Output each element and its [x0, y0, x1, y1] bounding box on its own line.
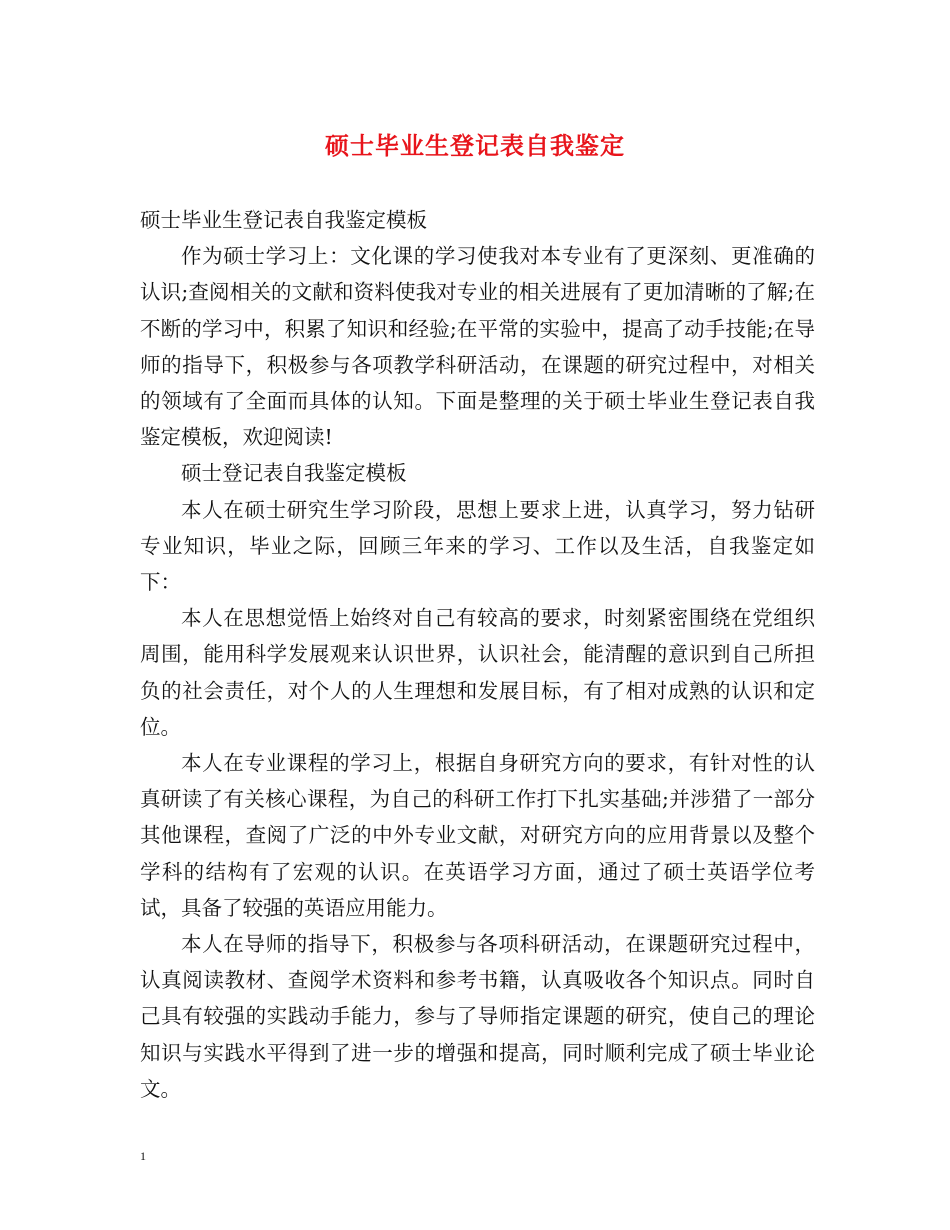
body-paragraph: 本人在专业课程的学习上，根据自身研究方向的要求，有针对性的认真研读了有关核心课程，为自己的科研工作打下扎实基础;并涉猎了一部分其他课程，查阅了广泛的中外专业文献，对研究方向的应用背景以及整个学科的结构有了宏观的认识。在英语学习方面，通过了硕士英语学位考试，具备了较强的英语应用能力。 — [140, 751, 815, 920]
body-paragraph: 本人在导师的指导下，积极参与各项科研活动，在课题研究过程中，认真阅读教材、查阅学术资料和参考书籍，认真吸收各个知识点。同时自己具有较强的实践动手能力，参与了导师指定课题的研究，使自己的理论知识与实践水平得到了进一步的增强和提高，同时顺利完成了硕士毕业论文。 — [140, 932, 815, 1101]
body-paragraph: 本人在思想觉悟上始终对自己有较高的要求，时刻紧密围绕在党组织周围，能用科学发展观来认识世界，认识社会，能清醒的意识到自己所担负的社会责任，对个人的人生理想和发展目标，有了相对成熟的认识和定位。 — [140, 606, 815, 739]
intro-paragraph: 作为硕士学习上：文化课的学习使我对本专业有了更深刻、更准确的认识;查阅相关的文献和资料使我对专业的相关进展有了更加清晰的了解;在不断的学习中，积累了知识和经验;在平常的实验中，提高了动手技能;在导师的指导下，积极参与各项教学科研活动，在课题的研究过程中，对相关的领域有了全面而具体的认知。下面是整理的关于硕士毕业生登记表自我鉴定模板，欢迎阅读! — [140, 244, 815, 450]
subtitle-paragraph: 硕士毕业生登记表自我鉴定模板 — [140, 208, 427, 232]
section-heading-paragraph: 硕士登记表自我鉴定模板 — [181, 461, 407, 486]
page-number: 1 — [140, 1149, 146, 1163]
document-title: 硕士毕业生登记表自我鉴定 — [325, 131, 625, 160]
body-paragraph: 本人在硕士研究生学习阶段，思想上要求上进，认真学习，努力钻研专业知识，毕业之际，回顾三年来的学习、工作以及生活，自我鉴定如下： — [140, 497, 815, 595]
document-body — [140, 202, 815, 1107]
